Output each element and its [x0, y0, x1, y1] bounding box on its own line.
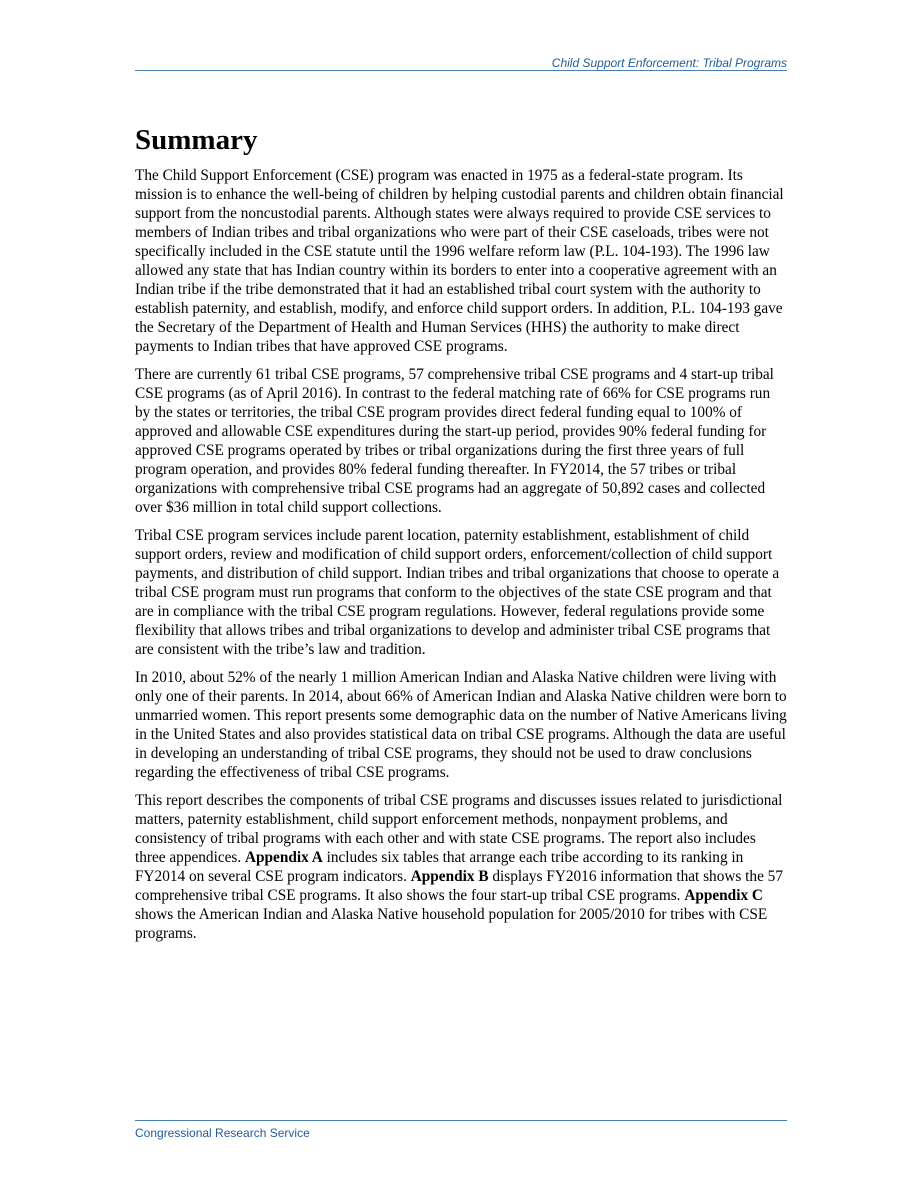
p5-text-2: includes six tables that arrange each tribe according to its ranking in FY2014 on several CSE program indicators.: [135, 849, 744, 885]
section-title: Summary: [135, 124, 258, 156]
appendix-a-ref: Appendix A: [245, 849, 323, 866]
appendix-c-ref: Appendix C: [684, 887, 763, 904]
summary-paragraph-2: There are currently 61 tribal CSE programs, 57 comprehensive tribal CSE programs and 4 start-up tribal CSE programs (as of April 2016). In contrast to the federal matching rate of 66% for CSE programs run by the states or territories, the tribal CSE program provides direct federal funding equal to 100% of approved and allowable CSE expenditures during the start-up period, provides 90% federal funding for approved CSE programs operated by tribes or tribal organizations during the first three years of full program operation, and provides 80% federal funding thereafter. In FY2014, the 57 tribes or tribal organizations with comprehensive tribal CSE programs had an aggregate of 50,892 cases and collected over $36 million in total child support collections.: [135, 366, 774, 516]
running-header: [135, 52, 787, 71]
running-header-title: Child Support Enforcement: Tribal Programs: [551, 56, 787, 70]
p5-text-4: shows the American Indian and Alaska Native household population for 2005/2010 for tribes with CSE programs.: [135, 906, 768, 942]
footer-publisher: Congressional Research Service: [135, 1126, 310, 1140]
p5-text-3: displays FY2016 information that shows the 57 comprehensive tribal CSE programs. It also shows the four start-up tribal CSE programs.: [135, 868, 783, 904]
summary-paragraph-3: Tribal CSE program services include parent location, paternity establishment, establishment of child support orders, review and modification of child support orders, enforcement/collection of child support payments, and distribution of child support. Indian tribes and tribal organizations that choose to operate a tribal CSE program must run programs that conform to the objectives of the state CSE program and that are in compliance with the tribal CSE program regulations. However, federal regulations provide some flexibility that allows tribes and tribal organizations to develop and administer tribal CSE programs that are consistent with the tribe’s law and tradition.: [135, 527, 780, 658]
summary-paragraph-4: In 2010, about 52% of the nearly 1 million American Indian and Alaska Native children were living with only one of their parents. In 2014, about 66% of American Indian and Alaska Native children were born to unmarried women. This report presents some demographic data on the number of Native Americans living in the United States and also provides statistical data on tribal CSE programs. Although the data are useful in developing an understanding of tribal CSE programs, they should not be used to draw conclusions regarding the effectiveness of tribal CSE programs.: [135, 669, 787, 781]
p5-text-1: This report describes the components of tribal CSE programs and discusses issues related to jurisdictional matters, paternity establishment, child support enforcement methods, nonpayment problems, and consistency of tribal programs with each other and with state CSE programs. The report also includes three appendices.: [135, 792, 783, 866]
appendix-b-ref: Appendix B: [410, 868, 489, 885]
running-footer: [135, 1120, 787, 1142]
summary-paragraph-1: The Child Support Enforcement (CSE) program was enacted in 1975 as a federal-state program. Its mission is to enhance the well-being of children by helping custodial parents and children obtain financial support from the noncustodial parents. Although states were always required to provide CSE services to members of Indian tribes and tribal organizations who were part of their CSE caseloads, tribes were not specifically included in the CSE statute until the 1996 welfare reform law (P.L. 104-193). The 1996 law allowed any state that has Indian country within its borders to enter into a cooperative agreement with an Indian tribe if the tribe demonstrated that it had an established tribal court system with the authority to establish paternity, and establish, modify, and enforce child support orders. In addition, P.L. 104-193 gave the Secretary of the Department of Health and Human Services (HHS) the authority to make direct payments to Indian tribes that have approved CSE programs.: [135, 167, 784, 355]
summary-paragraph-5: [135, 791, 787, 943]
page-content: [135, 122, 787, 952]
